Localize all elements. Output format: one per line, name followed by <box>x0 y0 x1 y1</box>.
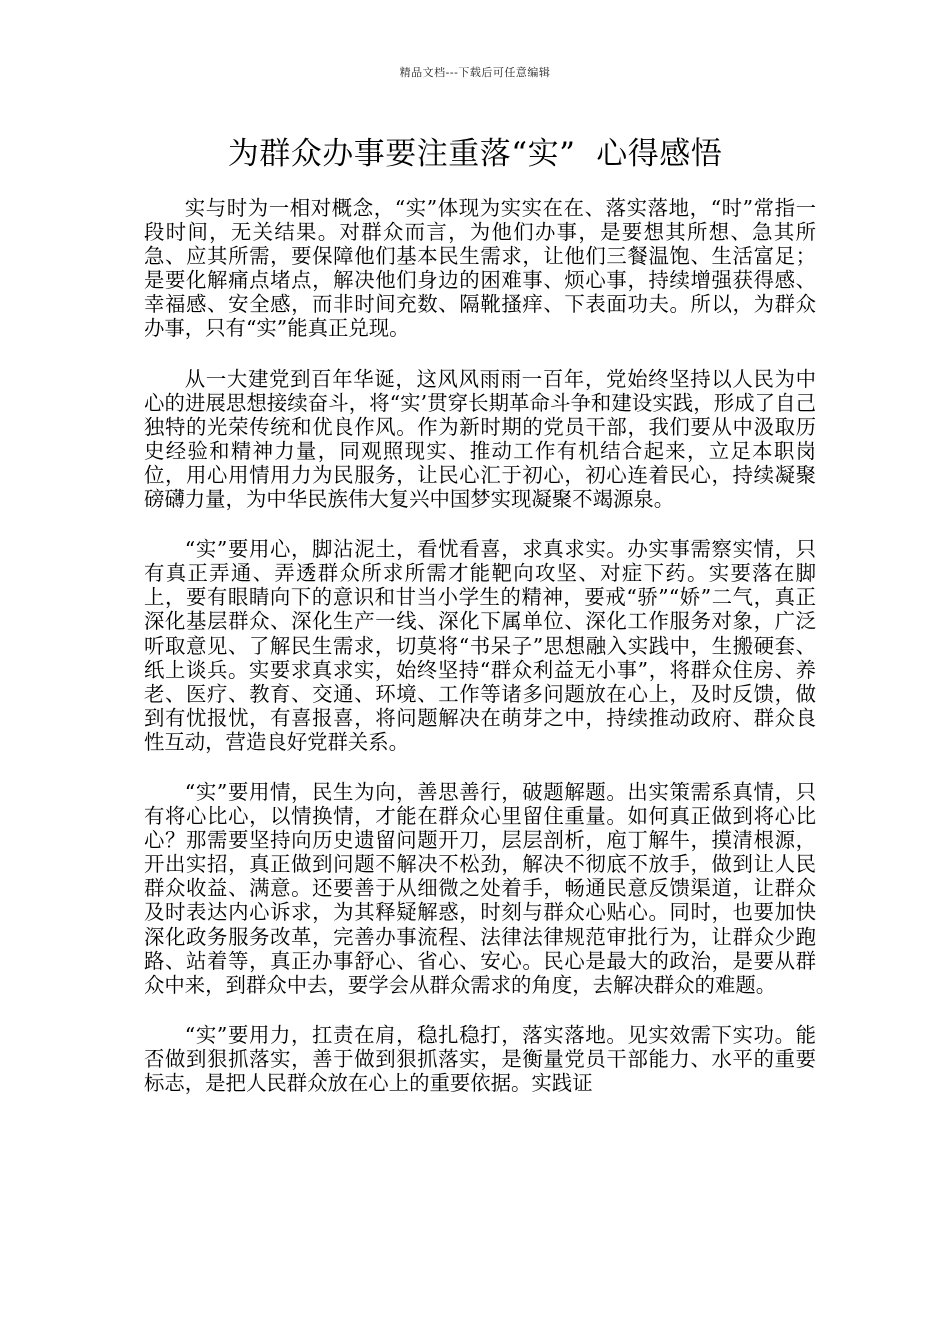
document-title: 为群众办事要注重落“实” 心得感悟 <box>227 136 723 172</box>
paragraph-5: “实”要用力，扛责在肩，稳扎稳打，落实落地。见实效需下实功。能否做到狠抓落实，善于做到狠抓落实，是衡量党员干部能力、水平的重要标志，是把人民群众放在心上的重要依据。实践证 <box>144 1022 816 1095</box>
paragraph-3: “实”要用心，脚沾泥土，看忧看喜，求真求实。办实事需察实情，只有真正弄通、弄透群众所求所需才能靶向攻坚、对症下药。实要落在脚上，要有眼睛向下的意识和甘当小学生的精神，要戒“骄”“娇”二气，真正深化基层群众、深化生产一线、深化下属单位、深化工作服务对象，广泛听取意见、了解民生需求，切莫将“书呆子”思想融入实践中，生搬硬套、纸上谈兵。实要求真求实，始终坚持“群众利益无小事”，将群众住房、养老、医疗、教育、交通、环境、工作等诸多问题放在心上，及时反馈，做到有忧报忧，有喜报喜，将问题解决在萌芽之中，持续推动政府、群众良性互动，营造良好党群关系。 <box>144 537 816 754</box>
paragraph-1: 实与时为一相对概念，“实”体现为实实在在、落实落地，“时”常指一段时间，无关结果。对群众而言，为他们办事，是要想其所想、急其所急、应其所需，要保障他们基本民生需求，让他们三餐温饱、生活富足；是要化解痛点堵点，解决他们身边的困难事、烦心事，持续增强获得感、幸福感、安全感，而非时间充数、隔靴搔痒、下表面功夫。所以，为群众办事，只有“实”能真正兑现。 <box>144 196 816 341</box>
paragraph-4: “实”要用情，民生为向，善思善行，破题解题。出实策需系真情，只有将心比心，以情换情，才能在群众心里留住重量。如何真正做到将心比心？那需要坚持向历史遗留问题开刀，层层剖析，庖丁解牛，摸清根源，开出实招，真正做到问题不解决不松劲，解决不彻底不放手，做到让人民群众收益、满意。还要善于从细微之处着手，畅通民意反馈渠道，让群众及时表达内心诉求，为其释疑解惑，时刻与群众心贴心。同时，也要加快深化政务服务改革，完善办事流程、法律法律规范审批行为，让群众少跑路、站着等，真正办事舒心、省心、安心。民心是最大的政治，是要从群众中来，到群众中去，要学会从群众需求的角度，去解决群众的难题。 <box>144 779 816 997</box>
header-note: 精品文档---下载后可任意编辑 <box>399 66 551 79</box>
document-body <box>144 196 816 1121</box>
paragraph-2: 从一大建党到百年华诞，这风风雨雨一百年，党始终坚持以人民为中心的进展思想接续奋斗，将“实’贯穿长期革命斗争和建设实践，形成了自己独特的光荣传统和优良作风。作为新时期的党员干部，我们要从中汲取历史经验和精神力量，同观照现实、推动工作有机结合起来，立足本职岗位，用心用情用力为民服务，让民心汇于初心，初心连着民心，持续凝聚磅礴力量，为中华民族伟大复兴中国梦实现凝聚不竭源泉。 <box>144 366 816 512</box>
